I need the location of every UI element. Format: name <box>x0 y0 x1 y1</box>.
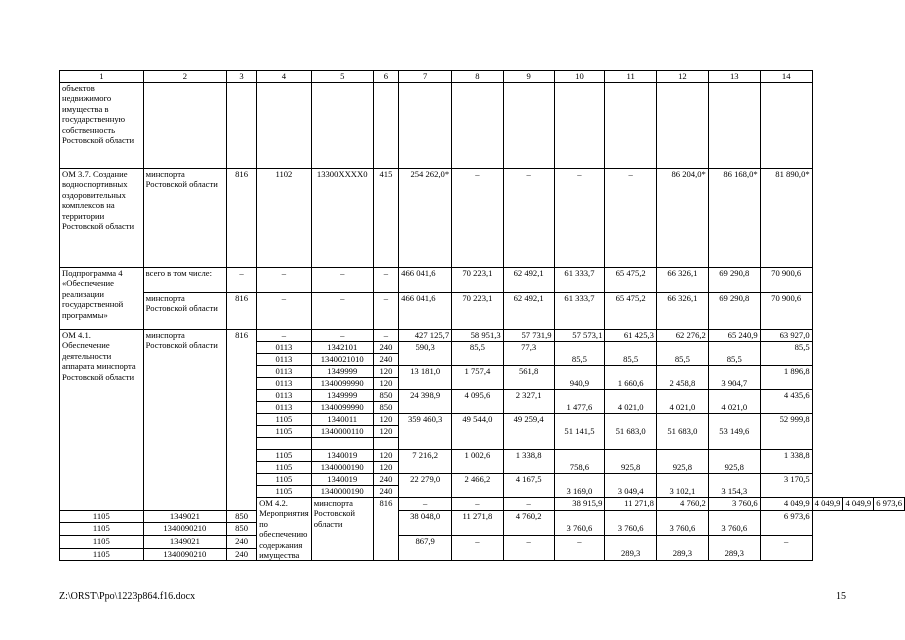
value-cell: 466 041,6 <box>399 268 452 293</box>
csr: 1349999 <box>311 390 373 402</box>
value-cell: 70 223,1 <box>452 268 504 293</box>
measure-name: объектов недвижимого имущества в государственную собственность Ростовской области <box>60 83 144 169</box>
rzpr: – <box>257 268 312 293</box>
rzpr: 0113 <box>257 342 312 354</box>
rzpr: 0113 <box>257 354 312 366</box>
rzpr: 1102 <box>257 169 312 268</box>
value-cell: 925,8 <box>605 462 657 474</box>
rzpr: 0113 <box>257 366 312 378</box>
measure-name: ОМ 4.2. Мероприятия по обеспечению содержания имущества <box>257 498 312 561</box>
header-cell: 12 <box>656 71 708 83</box>
value-cell: 61 333,7 <box>554 293 605 330</box>
rzpr: 1105 <box>60 536 144 549</box>
header-cell: 7 <box>399 71 452 83</box>
value-cell: 2 466,2 <box>452 474 504 486</box>
measure-name: ОМ 4.1. Обеспечение деятельности аппарата минспорта Ростовской области <box>60 330 144 511</box>
value-cell: 86 168,0* <box>708 169 760 268</box>
measure-name: ОМ 3.7. Создание водноспортивных оздоровительных комплексов на территории Ростовской области <box>60 169 144 268</box>
value-cell: 1 002,6 <box>452 450 504 462</box>
value-cell: 51 683,0 <box>656 426 708 438</box>
page-number: 15 <box>836 591 846 602</box>
header-cell: 8 <box>452 71 504 83</box>
csr: 1340099990 <box>311 378 373 390</box>
value-cell: 3 170,5 <box>760 474 812 486</box>
grbs: 816 <box>373 498 399 561</box>
value-cell: 62 492,1 <box>503 268 554 293</box>
value-cell: 70 900,6 <box>760 293 812 330</box>
table-row <box>60 293 905 330</box>
grbs: 816 <box>227 293 257 330</box>
vr: 120 <box>373 450 399 462</box>
value-cell: 867,9 <box>399 536 452 549</box>
csr: 1340000190 <box>311 486 373 498</box>
value-cell: 66 326,1 <box>656 293 708 330</box>
value-cell: 49 259,4 <box>503 414 554 426</box>
csr: 1342101 <box>311 342 373 354</box>
header-cell: 5 <box>311 71 373 83</box>
rzpr: 1105 <box>257 486 312 498</box>
value-cell: 3 102,1 <box>656 486 708 498</box>
value-cell: 3 169,0 <box>554 486 605 498</box>
rzpr: 1105 <box>257 462 312 474</box>
header-cell: 11 <box>605 71 657 83</box>
executor: минспорта Ростовской области <box>143 330 226 511</box>
header-cell: 2 <box>143 71 226 83</box>
value-cell: 7 216,2 <box>399 450 452 462</box>
table-row <box>60 169 905 268</box>
value-cell: 758,6 <box>554 462 605 474</box>
vr: 120 <box>373 366 399 378</box>
value-cell: 70 900,6 <box>760 268 812 293</box>
value-cell: 61 333,7 <box>554 268 605 293</box>
header-cell: 10 <box>554 71 605 83</box>
vr: 415 <box>373 169 399 268</box>
vr: 120 <box>373 462 399 474</box>
value-cell: 3 049,4 <box>605 486 657 498</box>
value-cell: 65 240,9 <box>708 330 760 342</box>
header-cell: 6 <box>373 71 399 83</box>
table-row <box>60 510 905 523</box>
value-cell: 69 290,8 <box>708 268 760 293</box>
value-cell: 86 204,0* <box>656 169 708 268</box>
value-cell: 3 154,3 <box>708 486 760 498</box>
value-cell: 24 398,9 <box>399 390 452 402</box>
value-cell: 4 049,9 <box>812 498 843 511</box>
value-cell: 1 660,6 <box>605 378 657 390</box>
subprogram-name: Подпрограмма 4 «Обеспечение реализации государственной программы» <box>60 268 144 330</box>
value-cell: 13 181,0 <box>399 366 452 378</box>
executor: всего в том числе: <box>143 268 226 293</box>
value-cell: 4 021,0 <box>605 402 657 414</box>
csr: – <box>311 293 373 330</box>
header-cell: 1 <box>60 71 144 83</box>
csr: – <box>311 330 373 342</box>
value-cell: – <box>452 169 504 268</box>
csr: – <box>452 498 504 511</box>
value-cell: 81 890,0* <box>760 169 812 268</box>
csr: 1349021 <box>143 510 226 523</box>
csr: 1349021 <box>143 536 226 549</box>
value-cell: 6 973,6 <box>874 498 905 511</box>
value-cell: 85,5 <box>605 354 657 366</box>
csr: 1340019 <box>311 450 373 462</box>
value-cell: 38 915,9 <box>554 498 605 511</box>
value-cell: 3 904,7 <box>708 378 760 390</box>
value-cell: 70 223,1 <box>452 293 504 330</box>
vr: – <box>373 293 399 330</box>
value-cell: 4 095,6 <box>452 390 504 402</box>
value-cell: 1 896,8 <box>760 366 812 378</box>
rzpr: 1105 <box>60 510 144 523</box>
value-cell: 1 338,8 <box>503 450 554 462</box>
value-cell: 289,3 <box>656 548 708 561</box>
csr: 1340090210 <box>143 548 226 561</box>
csr: 13300XXXX0 <box>311 169 373 268</box>
value-cell: 4 021,0 <box>656 402 708 414</box>
value-cell: 77,3 <box>503 342 554 354</box>
value-cell: 289,3 <box>708 548 760 561</box>
value-cell: 4 167,5 <box>503 474 554 486</box>
rzpr: 1105 <box>60 548 144 561</box>
value-cell: 52 999,8 <box>760 414 812 426</box>
table-row <box>60 268 905 293</box>
csr: 1340021010 <box>311 354 373 366</box>
vr: 240 <box>227 548 257 561</box>
value-cell: 3 760,6 <box>554 523 605 536</box>
value-cell: 65 475,2 <box>605 268 657 293</box>
budget-table <box>59 70 905 561</box>
value-cell: – <box>554 169 605 268</box>
table-row <box>60 83 905 169</box>
csr: 1340019 <box>311 474 373 486</box>
header-cell: 3 <box>227 71 257 83</box>
value-cell: 1 477,6 <box>554 402 605 414</box>
rzpr: 1105 <box>257 474 312 486</box>
rzpr: – <box>257 293 312 330</box>
value-cell: – <box>452 536 504 549</box>
value-cell: 1 338,8 <box>760 450 812 462</box>
table-row <box>60 523 905 536</box>
value-cell: 561,8 <box>503 366 554 378</box>
value-cell: 4 760,2 <box>656 498 708 511</box>
value-cell: – <box>760 536 812 549</box>
value-cell: 925,8 <box>656 462 708 474</box>
value-cell: 11 271,8 <box>452 510 504 523</box>
executor: минспорта Ростовской области <box>143 169 226 268</box>
table-row <box>60 548 905 561</box>
value-cell: 66 326,1 <box>656 268 708 293</box>
vr: 850 <box>373 390 399 402</box>
rzpr: 1105 <box>60 523 144 536</box>
header-cell: 14 <box>760 71 812 83</box>
rzpr: 1105 <box>257 414 312 426</box>
value-cell: 289,3 <box>605 548 657 561</box>
vr: 120 <box>373 426 399 438</box>
csr: 1340000110 <box>311 426 373 438</box>
vr: 240 <box>373 474 399 486</box>
value-cell: 49 544,0 <box>452 414 504 426</box>
grbs: – <box>227 268 257 293</box>
grbs: 816 <box>227 330 257 511</box>
value-cell: 57 573,1 <box>554 330 605 342</box>
vr: 850 <box>227 510 257 523</box>
vr: 240 <box>373 354 399 366</box>
table-row <box>60 536 905 549</box>
vr: – <box>373 268 399 293</box>
value-cell: 4 049,9 <box>843 498 874 511</box>
vr: 240 <box>373 342 399 354</box>
value-cell: 4 760,2 <box>503 510 554 523</box>
value-cell: 85,5 <box>554 354 605 366</box>
vr: 120 <box>373 414 399 426</box>
value-cell: 6 973,6 <box>760 510 812 523</box>
footer-file-path: Z:\ORST\Ppo\1223p864.f16.docx <box>59 591 196 602</box>
rzpr: 0113 <box>257 402 312 414</box>
rzpr: 1105 <box>257 450 312 462</box>
csr: 1340000190 <box>311 462 373 474</box>
value-cell: 427 125,7 <box>399 330 452 342</box>
vr: 850 <box>373 402 399 414</box>
header-cell: 9 <box>503 71 554 83</box>
value-cell: 38 048,0 <box>399 510 452 523</box>
value-cell: 3 760,6 <box>708 498 760 511</box>
value-cell: 4 021,0 <box>708 402 760 414</box>
value-cell: 57 731,9 <box>503 330 554 342</box>
value-cell: 254 262,0* <box>399 169 452 268</box>
rzpr: 0113 <box>257 378 312 390</box>
csr: 1340099990 <box>311 402 373 414</box>
value-cell: 62 492,1 <box>503 293 554 330</box>
value-cell: 85,5 <box>656 354 708 366</box>
csr: 1340090210 <box>143 523 226 536</box>
value-cell: 3 760,6 <box>656 523 708 536</box>
value-cell: 3 760,6 <box>708 523 760 536</box>
executor: минспорта Ростовской области <box>143 293 226 330</box>
value-cell: 51 683,0 <box>605 426 657 438</box>
value-cell: – <box>503 536 554 549</box>
value-cell: 1 757,4 <box>452 366 504 378</box>
rzpr: 1105 <box>257 426 312 438</box>
value-cell: 63 927,0 <box>760 330 812 342</box>
executor: минспорта Ростовской области <box>311 498 373 561</box>
value-cell: – <box>503 169 554 268</box>
value-cell: 940,9 <box>554 378 605 390</box>
table-row <box>60 330 905 342</box>
value-cell: 466 041,6 <box>399 293 452 330</box>
value-cell: 62 276,2 <box>656 330 708 342</box>
csr: 1349999 <box>311 366 373 378</box>
value-cell: 22 279,0 <box>399 474 452 486</box>
vr: 240 <box>373 486 399 498</box>
vr: – <box>373 330 399 342</box>
csr: – <box>311 268 373 293</box>
value-cell: 3 760,6 <box>605 523 657 536</box>
value-cell: 58 951,3 <box>452 330 504 342</box>
value-cell: 590,3 <box>399 342 452 354</box>
value-cell: 61 425,3 <box>605 330 657 342</box>
vr: – <box>503 498 554 511</box>
value-cell: 53 149,6 <box>708 426 760 438</box>
table-header-row <box>60 71 905 83</box>
value-cell: 925,8 <box>708 462 760 474</box>
value-cell: – <box>554 536 605 549</box>
header-cell: 13 <box>708 71 760 83</box>
value-cell: 11 271,8 <box>605 498 657 511</box>
value-cell: 51 141,5 <box>554 426 605 438</box>
rzpr: 0113 <box>257 390 312 402</box>
value-cell: – <box>605 169 657 268</box>
value-cell: 85,5 <box>452 342 504 354</box>
grbs: 816 <box>227 169 257 268</box>
value-cell: 65 475,2 <box>605 293 657 330</box>
value-cell: 69 290,8 <box>708 293 760 330</box>
vr: 240 <box>227 536 257 549</box>
value-cell: 4 049,9 <box>760 498 812 511</box>
value-cell: 2 327,1 <box>503 390 554 402</box>
rzpr: – <box>399 498 452 511</box>
value-cell: 85,5 <box>708 354 760 366</box>
vr: 120 <box>373 378 399 390</box>
header-cell: 4 <box>257 71 312 83</box>
value-cell: 359 460,3 <box>399 414 452 426</box>
value-cell: 4 435,6 <box>760 390 812 402</box>
csr: 1340011 <box>311 414 373 426</box>
value-cell: 85,5 <box>760 342 812 354</box>
vr: 850 <box>227 523 257 536</box>
rzpr: – <box>257 330 312 342</box>
value-cell: 2 458,8 <box>656 378 708 390</box>
